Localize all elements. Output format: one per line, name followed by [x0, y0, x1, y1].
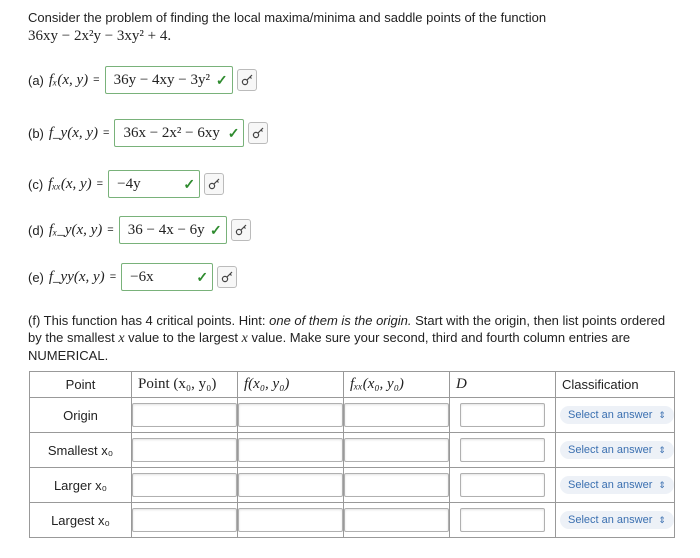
part-lhs: fₓₓ(x, y): [48, 175, 92, 192]
d-value-input[interactable]: [460, 508, 545, 532]
equals-sign: =: [96, 178, 104, 190]
part-b: [28, 117, 268, 149]
table-row: [30, 503, 675, 538]
check-icon: ✓: [215, 71, 228, 88]
part-a: [28, 64, 257, 96]
equals-sign: =: [93, 74, 100, 86]
part-e: [28, 261, 237, 293]
answer-value: 36 − 4x − 6y: [127, 221, 205, 238]
x-variable: x: [241, 331, 248, 346]
d-value-input[interactable]: [460, 473, 545, 497]
updown-arrow-icon: ⇕: [658, 479, 666, 490]
classification-select[interactable]: [560, 511, 674, 529]
key-icon[interactable]: [231, 219, 251, 241]
part-f-instructions: [28, 312, 668, 364]
check-icon: ✓: [196, 268, 209, 285]
x-variable: x: [118, 331, 125, 346]
classification-select[interactable]: [560, 476, 674, 494]
answer-input-e[interactable]: [121, 263, 213, 291]
table-row: [30, 433, 675, 468]
answer-value: 36x − 2x² − 6xy: [123, 124, 220, 141]
select-label: Select an answer: [568, 409, 653, 421]
part-c: [28, 168, 224, 200]
answer-input-d[interactable]: [119, 216, 227, 244]
row-label: Largest x₀: [30, 503, 132, 538]
part-lhs: f_yy(x, y): [48, 268, 105, 285]
hint-text: value. Make sure your second, third and fourth column entries are NUMERICAL.: [28, 330, 631, 363]
key-icon[interactable]: [237, 69, 257, 91]
point-input[interactable]: [132, 473, 237, 497]
part-lhs: fₓ(x, y): [48, 71, 89, 88]
hint-text: This function has 4 critical points. Hint:: [43, 313, 266, 328]
check-icon: ✓: [210, 221, 222, 238]
equals-sign: =: [109, 271, 117, 283]
f-value-input[interactable]: [238, 508, 343, 532]
part-label: (b): [28, 125, 44, 141]
classification-select[interactable]: [560, 406, 674, 424]
row-label: Smallest x₀: [30, 433, 132, 468]
part-label: (f): [28, 313, 41, 328]
answer-input-c[interactable]: [108, 170, 200, 198]
check-icon: ✓: [183, 175, 196, 192]
problem-intro: [28, 9, 688, 45]
key-icon[interactable]: [217, 266, 237, 288]
hint-text: value to the largest: [128, 330, 239, 345]
part-d: [28, 214, 251, 246]
answer-value: 36y − 4xy − 3y²: [113, 71, 210, 88]
header-point: Point: [30, 372, 132, 398]
key-icon[interactable]: [248, 122, 268, 144]
check-icon: ✓: [227, 124, 240, 141]
fxx-value-input[interactable]: [344, 403, 449, 427]
row-label: Larger x₀: [30, 468, 132, 503]
d-value-input[interactable]: [460, 403, 545, 427]
table-row: [30, 468, 675, 503]
answer-input-a[interactable]: [105, 66, 233, 94]
part-label: (a): [28, 72, 44, 88]
f-value-input[interactable]: [238, 473, 343, 497]
function-expression: 36xy − 2x²y − 3xy² + 4.: [28, 28, 172, 44]
key-icon[interactable]: [204, 173, 224, 195]
answer-value: −6x: [130, 268, 154, 285]
equals-sign: =: [103, 127, 110, 139]
d-value-input[interactable]: [460, 438, 545, 462]
answer-value: −4y: [117, 175, 141, 192]
part-label: (c): [28, 176, 44, 192]
point-input[interactable]: [132, 403, 237, 427]
table-row: [30, 398, 675, 433]
row-label: Origin: [30, 398, 132, 433]
critical-points-table: [29, 371, 675, 538]
select-label: Select an answer: [568, 444, 653, 456]
answer-input-b[interactable]: [114, 119, 244, 147]
updown-arrow-icon: ⇕: [658, 444, 666, 455]
intro-text: Consider the problem of finding the local maxima/minima and saddle points of the function: [28, 10, 547, 25]
header-f-value: f(x₀, y₀): [238, 372, 344, 398]
updown-arrow-icon: ⇕: [658, 409, 666, 420]
part-label: (e): [28, 269, 44, 285]
header-d: D: [450, 372, 556, 398]
point-input[interactable]: [132, 438, 237, 462]
header-classification: Classification: [556, 372, 675, 398]
part-lhs: f_y(x, y): [48, 124, 99, 141]
part-lhs: fₓ_y(x, y): [48, 221, 103, 238]
fxx-value-input[interactable]: [344, 473, 449, 497]
part-label: (d): [28, 222, 44, 238]
f-value-input[interactable]: [238, 403, 343, 427]
equals-sign: =: [107, 224, 114, 236]
fxx-value-input[interactable]: [344, 438, 449, 462]
header-point-coords: Point (x₀, y₀): [132, 372, 238, 398]
select-label: Select an answer: [568, 514, 653, 526]
point-input[interactable]: [132, 508, 237, 532]
f-value-input[interactable]: [238, 438, 343, 462]
select-label: Select an answer: [568, 479, 653, 491]
table-header-row: [30, 372, 675, 398]
header-fxx-value: fₓₓ(x₀, y₀): [344, 372, 450, 398]
fxx-value-input[interactable]: [344, 508, 449, 532]
updown-arrow-icon: ⇕: [658, 514, 666, 525]
hint-text: Start with the origin, then list points ordered by the smallest: [28, 313, 666, 345]
hint-emphasis: one of them is the origin.: [269, 313, 412, 328]
classification-select[interactable]: [560, 441, 674, 459]
